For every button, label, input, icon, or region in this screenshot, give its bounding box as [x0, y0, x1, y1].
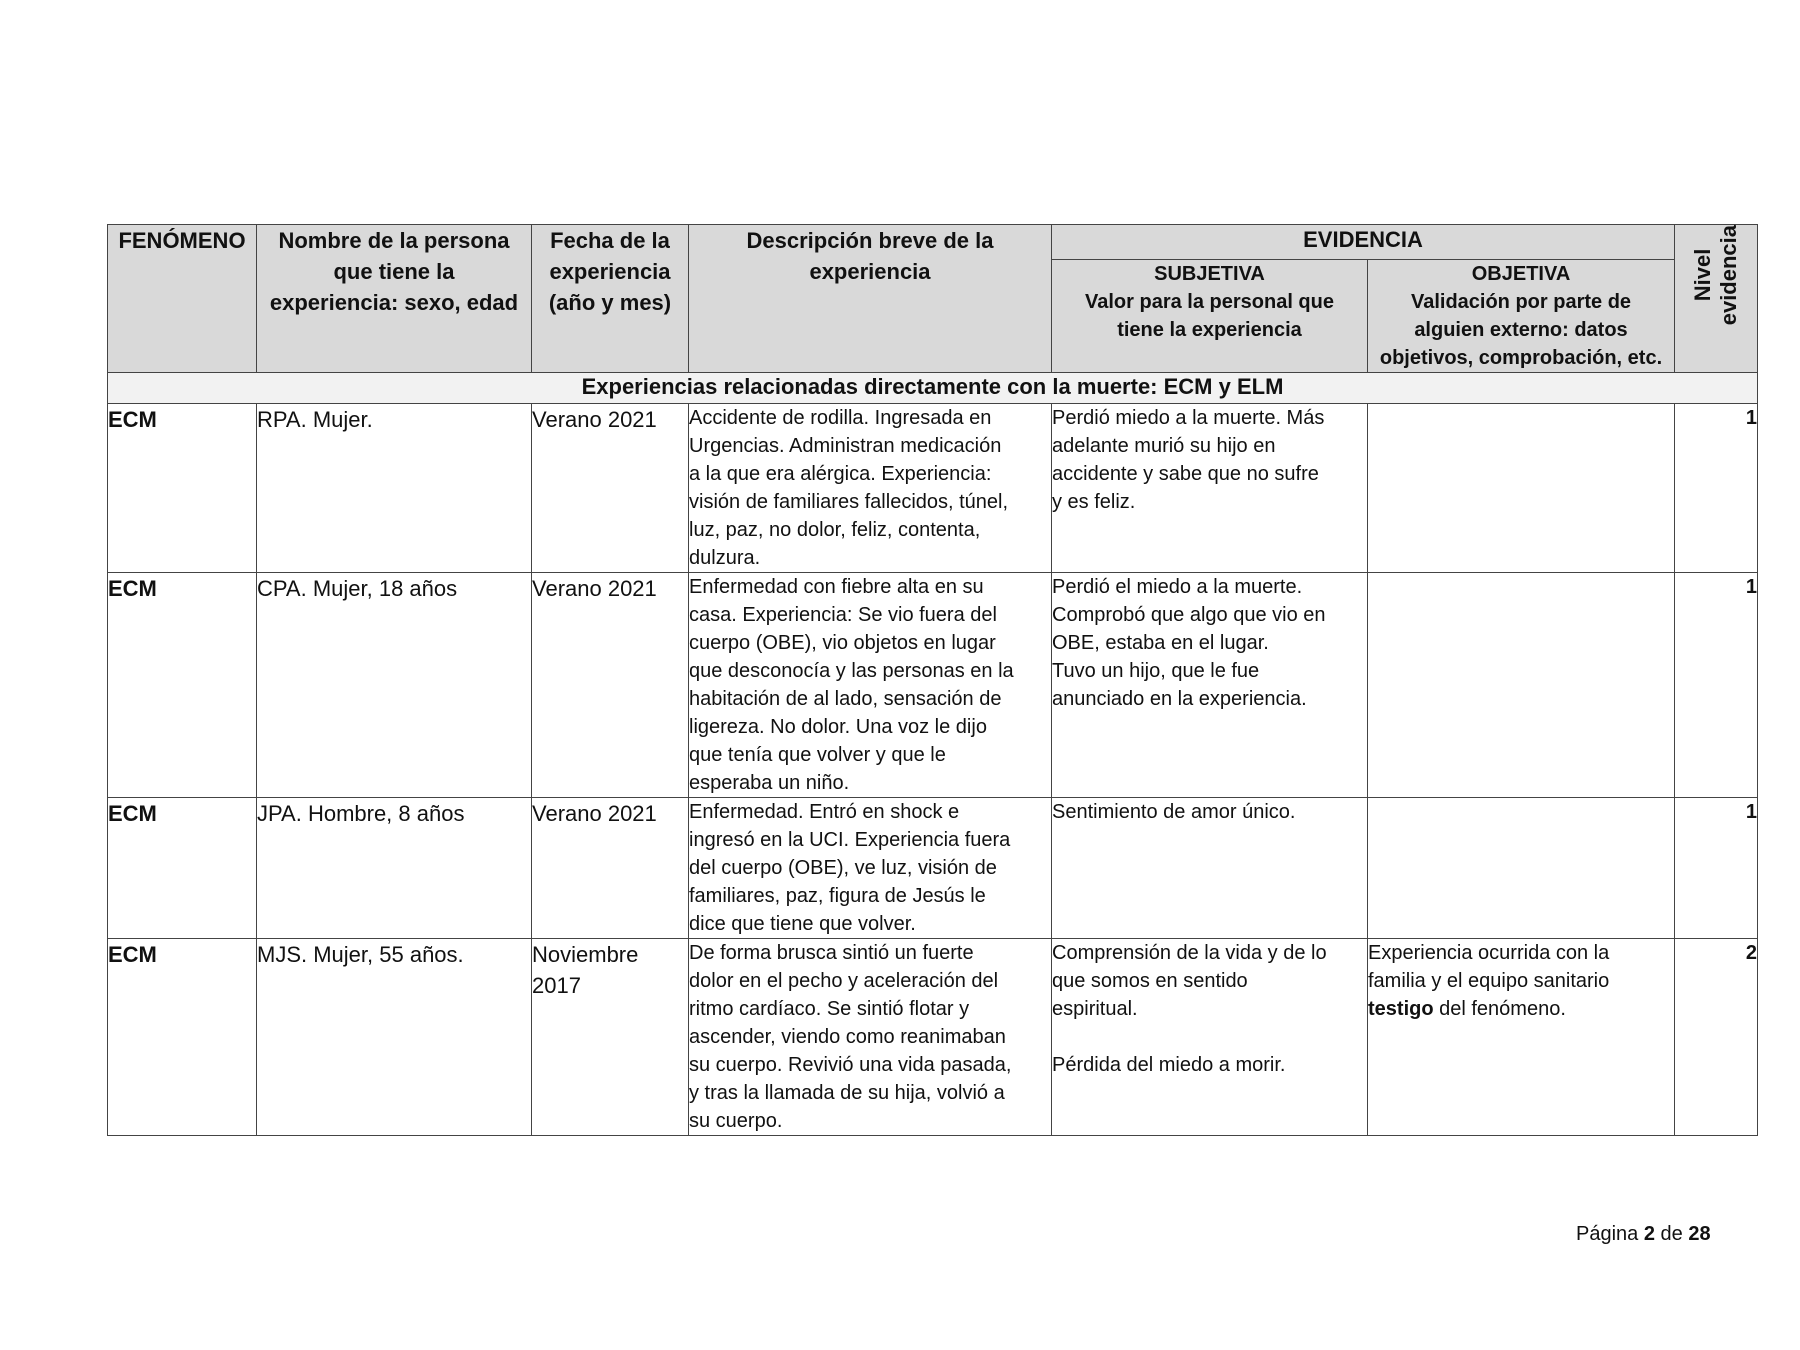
cell-fecha: Verano 2021 — [532, 573, 689, 798]
cell-nombre: RPA. Mujer. — [257, 404, 532, 573]
cell-subjetiva: Comprensión de la vida y de lo que somos en sentido espiritual. Pérdida del miedo a morir. — [1052, 939, 1368, 1136]
cell-subjetiva: Perdió miedo a la muerte. Más adelante murió su hijo en accidente y sabe que no sufre y es feliz. — [1052, 404, 1368, 573]
cell-objetiva: Experiencia ocurrida con la familia y el equipo sanitario testigo del fenómeno. — [1368, 939, 1675, 1136]
cell-nivel: 1 — [1675, 798, 1758, 939]
cell-fecha: Verano 2021 — [532, 798, 689, 939]
cell-fenomeno: ECM — [108, 404, 257, 573]
cell-nivel: 1 — [1675, 404, 1758, 573]
cell-descripcion: Enfermedad con fiebre alta en su casa. Experiencia: Se vio fuera del cuerpo (OBE), vio objetos en lugar que desconocía y las personas en la habitación de al lado, sensación de ligereza. No dolor. Una voz le dijo que tenía que volver y que le esperaba un niño. — [689, 573, 1052, 798]
page-number: Página 2 de 28 — [1576, 1223, 1711, 1245]
section-title: Experiencias relacionadas directamente con la muerte: ECM y ELM — [108, 373, 1758, 404]
cell-fenomeno: ECM — [108, 798, 257, 939]
cell-descripcion: De forma brusca sintió un fuerte dolor en el pecho y aceleración del ritmo cardíaco. Se sintió flotar y ascender, viendo como reanimaban su cuerpo. Revivió una vida pasada, y tras la llamada de su hija, volvió a su cuerpo. — [689, 939, 1052, 1136]
section-row — [108, 373, 1758, 404]
header-nombre: Nombre de la persona que tiene la experiencia: sexo, edad — [257, 225, 532, 373]
header-evidencia: EVIDENCIA — [1052, 225, 1675, 260]
cell-nombre: CPA. Mujer, 18 años — [257, 573, 532, 798]
cell-subjetiva: Sentimiento de amor único. — [1052, 798, 1368, 939]
cell-descripcion: Enfermedad. Entró en shock e ingresó en la UCI. Experiencia fuera del cuerpo (OBE), ve luz, visión de familiares, paz, figura de Jesús le dice que tiene que volver. — [689, 798, 1052, 939]
header-nivel-evidencia: Nivel evidencia — [1675, 225, 1758, 373]
cell-objetiva — [1368, 404, 1675, 573]
table-row — [108, 939, 1758, 1136]
header-subjetiva: SUBJETIVA Valor para la personal que tiene la experiencia — [1052, 260, 1368, 373]
cell-fecha: Noviembre 2017 — [532, 939, 689, 1136]
cell-fenomeno: ECM — [108, 939, 257, 1136]
header-objetiva: OBJETIVA Validación por parte de alguien externo: datos objetivos, comprobación, etc. — [1368, 260, 1675, 373]
cell-fenomeno: ECM — [108, 573, 257, 798]
cell-nivel: 1 — [1675, 573, 1758, 798]
cell-subjetiva: Perdió el miedo a la muerte. Comprobó que algo que vio en OBE, estaba en el lugar. Tuvo un hijo, que le fue anunciado en la experiencia. — [1052, 573, 1368, 798]
cell-descripcion: Accidente de rodilla. Ingresada en Urgencias. Administran medicación a la que era alérgica. Experiencia: visión de familiares fallecidos, túnel, luz, paz, no dolor, feliz, contenta, dulzura. — [689, 404, 1052, 573]
testigo-bold: testigo — [1368, 998, 1434, 1020]
table-row — [108, 573, 1758, 798]
header-fenomeno: FENÓMENO — [108, 225, 257, 373]
table-row — [108, 404, 1758, 573]
cell-nombre: JPA. Hombre, 8 años — [257, 798, 532, 939]
cell-nombre: MJS. Mujer, 55 años. — [257, 939, 532, 1136]
cell-fecha: Verano 2021 — [532, 404, 689, 573]
cell-nivel: 2 — [1675, 939, 1758, 1136]
header-descripcion: Descripción breve de la experiencia — [689, 225, 1052, 373]
cell-objetiva — [1368, 798, 1675, 939]
cell-objetiva — [1368, 573, 1675, 798]
evidence-table — [107, 224, 1758, 1136]
header-fecha: Fecha de la experiencia (año y mes) — [532, 225, 689, 373]
table-row — [108, 798, 1758, 939]
